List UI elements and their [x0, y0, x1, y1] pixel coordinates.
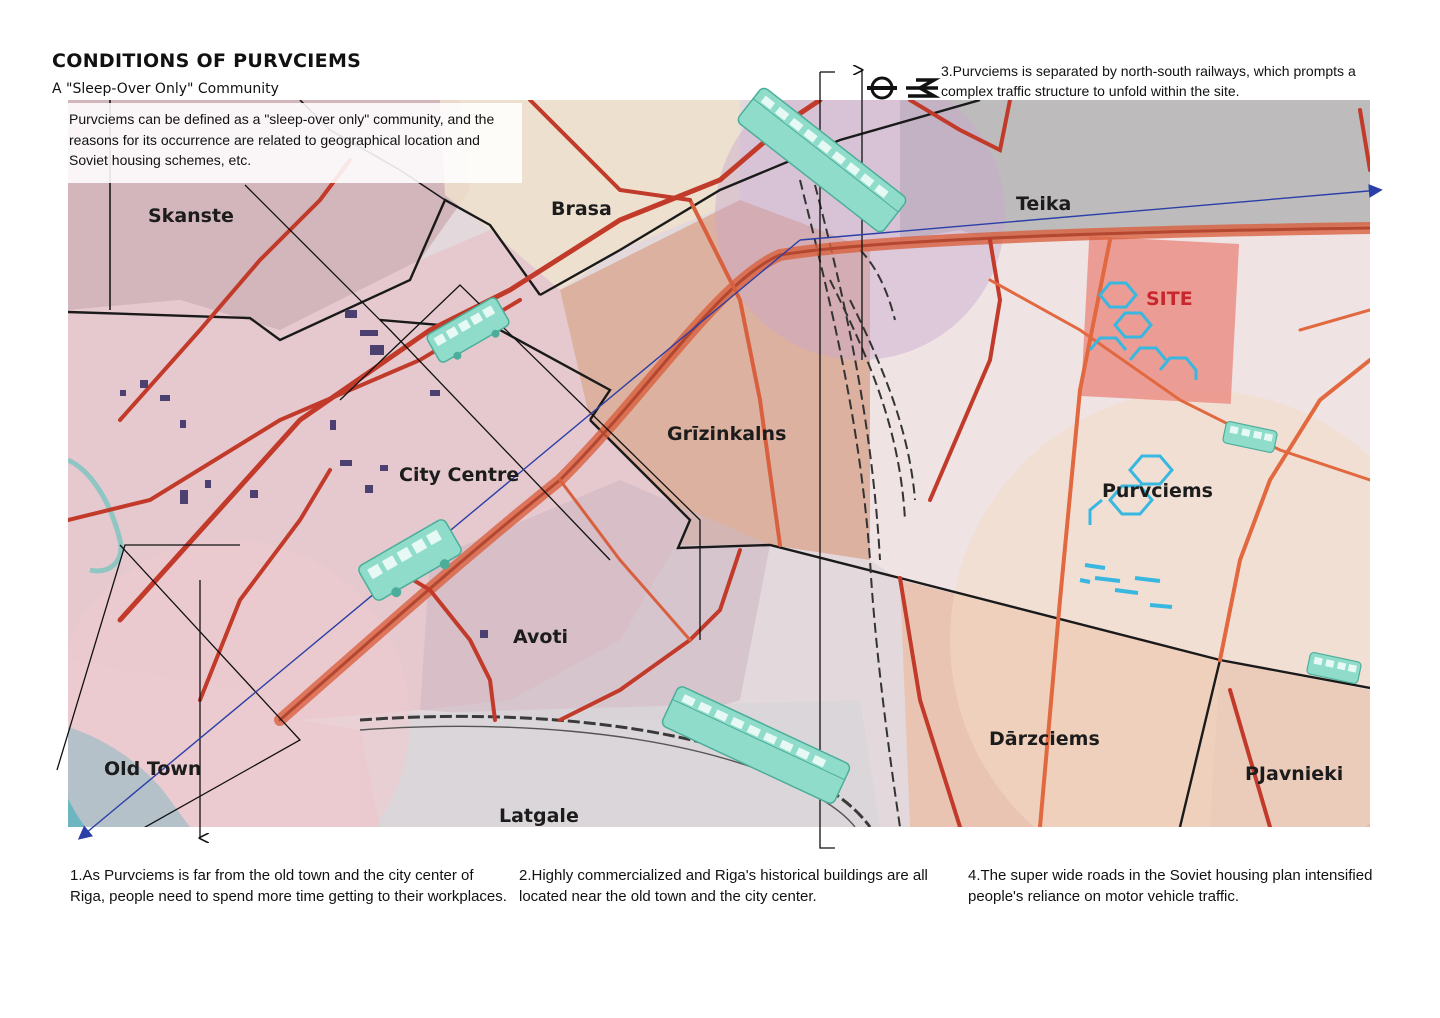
rail-icon [906, 80, 938, 96]
label-purvciems: Purvciems [1102, 480, 1213, 502]
label-latgale: Latgale [499, 805, 579, 827]
intro-text: Purvciems can be defined as a "sleep-over only" community, and the reasons for its occurrence are related to geographical location and Soviet housing schemes, etc. [60, 103, 522, 183]
label-skanste: Skanste [148, 205, 234, 227]
note-wide-roads: 4.The super wide roads in the Soviet housing plan intensified people's reliance on motor vehicle traffic. [968, 867, 1373, 905]
label-brasa: Brasa [551, 198, 612, 220]
page-subtitle: A "Sleep-Over Only" Community [52, 81, 279, 97]
label-site: SITE [1146, 288, 1193, 310]
focus-circle-old-town [50, 540, 410, 900]
label-city-centre: City Centre [399, 464, 520, 486]
note-distance: 1.As Purvciems is far from the old town and the city center of Riga, people need to spend more time getting to their workplaces. [70, 867, 507, 905]
label-avoti: Avoti [513, 626, 569, 648]
note-commercial: 2.Highly commercialized and Riga's historical buildings are all located near the old town and the city center. [519, 867, 928, 905]
note-railways: 3.Purvciems is separated by north-south railways, which prompts a complex traffic structure to unfold within the site. [941, 63, 1356, 99]
label-old-town: Old Town [104, 758, 202, 780]
focus-circle-purvciems [950, 390, 1440, 890]
underground-icon [867, 78, 897, 98]
page-title: CONDITIONS OF PURVCIEMS [52, 50, 362, 72]
label-darzciems: Dārzciems [989, 728, 1100, 750]
label-pjavnieki: PJavnieki [1245, 763, 1344, 785]
label-grizinkalns: Grīzinkalns [667, 423, 787, 445]
label-teika: Teika [1016, 193, 1072, 215]
